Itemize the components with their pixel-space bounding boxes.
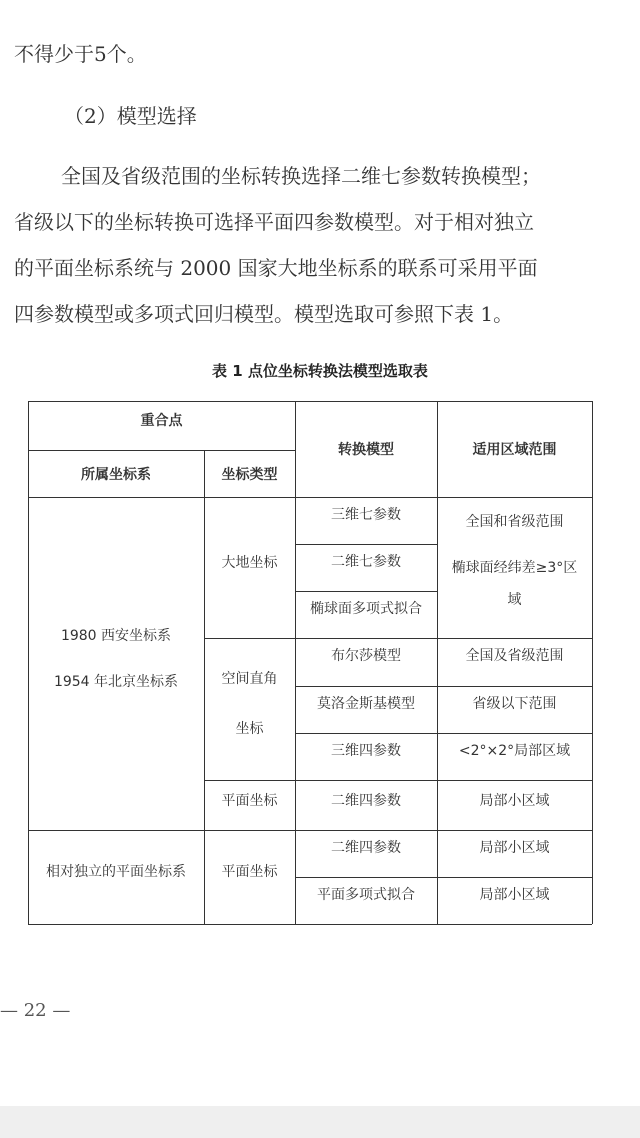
paragraph-line-1: 全国及省级范围的坐标转换选择二维七参数转换模型；	[61, 164, 541, 188]
cell-system-beijing54: 1954 年北京坐标系	[53, 674, 179, 690]
bottom-bar	[0, 1106, 640, 1138]
cell-model-3d-4param: 三维四参数	[331, 743, 401, 759]
table-border-right	[592, 401, 593, 924]
cell-type-spatial-line2: 坐标	[235, 721, 264, 737]
header-coordinate-type: 坐标类型	[221, 466, 278, 483]
header-coordinate-system: 所属坐标系	[81, 466, 151, 483]
cell-model-2d-7param: 二维七参数	[331, 554, 401, 570]
paragraph-line-2: 省级以下的坐标转换可选择平面四参数模型。对于相对独立	[14, 210, 534, 234]
cell-system-independent-plane: 相对独立的平面坐标系	[46, 864, 186, 880]
cell-range-national-provincial: 全国和省级范围	[465, 514, 564, 530]
cell-model-ellipsoid-poly: 椭球面多项式拟合	[310, 601, 422, 617]
text-line-1: 不得少于5个。	[14, 42, 147, 66]
table-border-bottom	[28, 924, 592, 925]
section-heading: （2）模型选择	[64, 104, 197, 128]
cell-type-geodetic: 大地坐标	[221, 555, 278, 571]
cell-range-ellipsoid-diff-cont: 域	[507, 592, 522, 608]
cell-range-national: 全国及省级范围	[465, 648, 564, 664]
cell-model-2d-4param-2: 二维四参数	[331, 840, 401, 856]
cell-range-ellipsoid-diff: 椭球面经纬差≥3°区	[451, 560, 578, 576]
cell-range-small-local-3: 局部小区域	[479, 887, 550, 903]
paragraph-line-3: 的平面坐标系统与 2000 国家大地坐标系的联系可采用平面	[14, 256, 538, 280]
cell-model-molodensky: 莫洛金斯基模型	[317, 696, 415, 712]
cell-range-small-local-2: 局部小区域	[479, 840, 550, 856]
cell-model-3d-7param: 三维七参数	[331, 507, 401, 523]
cell-model-2d-4param: 二维四参数	[331, 793, 401, 809]
paragraph-line-4: 四参数模型或多项式回归模型。模型选取可参照下表 1。	[14, 302, 514, 326]
cell-type-plane: 平面坐标	[221, 793, 278, 809]
header-applicable-range: 适用区域范围	[472, 442, 557, 458]
cell-range-local-2deg: <2°×2°局部区域	[458, 743, 571, 759]
page-number: — 22 —	[0, 1000, 71, 1021]
cell-type-plane-2: 平面坐标	[221, 864, 278, 880]
cell-model-bursa: 布尔莎模型	[331, 648, 401, 664]
cell-range-sub-provincial: 省级以下范围	[472, 696, 557, 712]
cell-type-spatial-line1: 空间直角	[221, 671, 278, 687]
cell-range-small-local: 局部小区域	[479, 793, 550, 809]
cell-model-plane-poly: 平面多项式拟合	[317, 887, 415, 903]
cell-system-xian80: 1980 西安坐标系	[60, 628, 172, 644]
header-coincident-points: 重合点	[140, 413, 183, 429]
table-caption: 表 1 点位坐标转换法模型选取表	[212, 362, 428, 380]
header-transform-model: 转换模型	[338, 442, 394, 458]
